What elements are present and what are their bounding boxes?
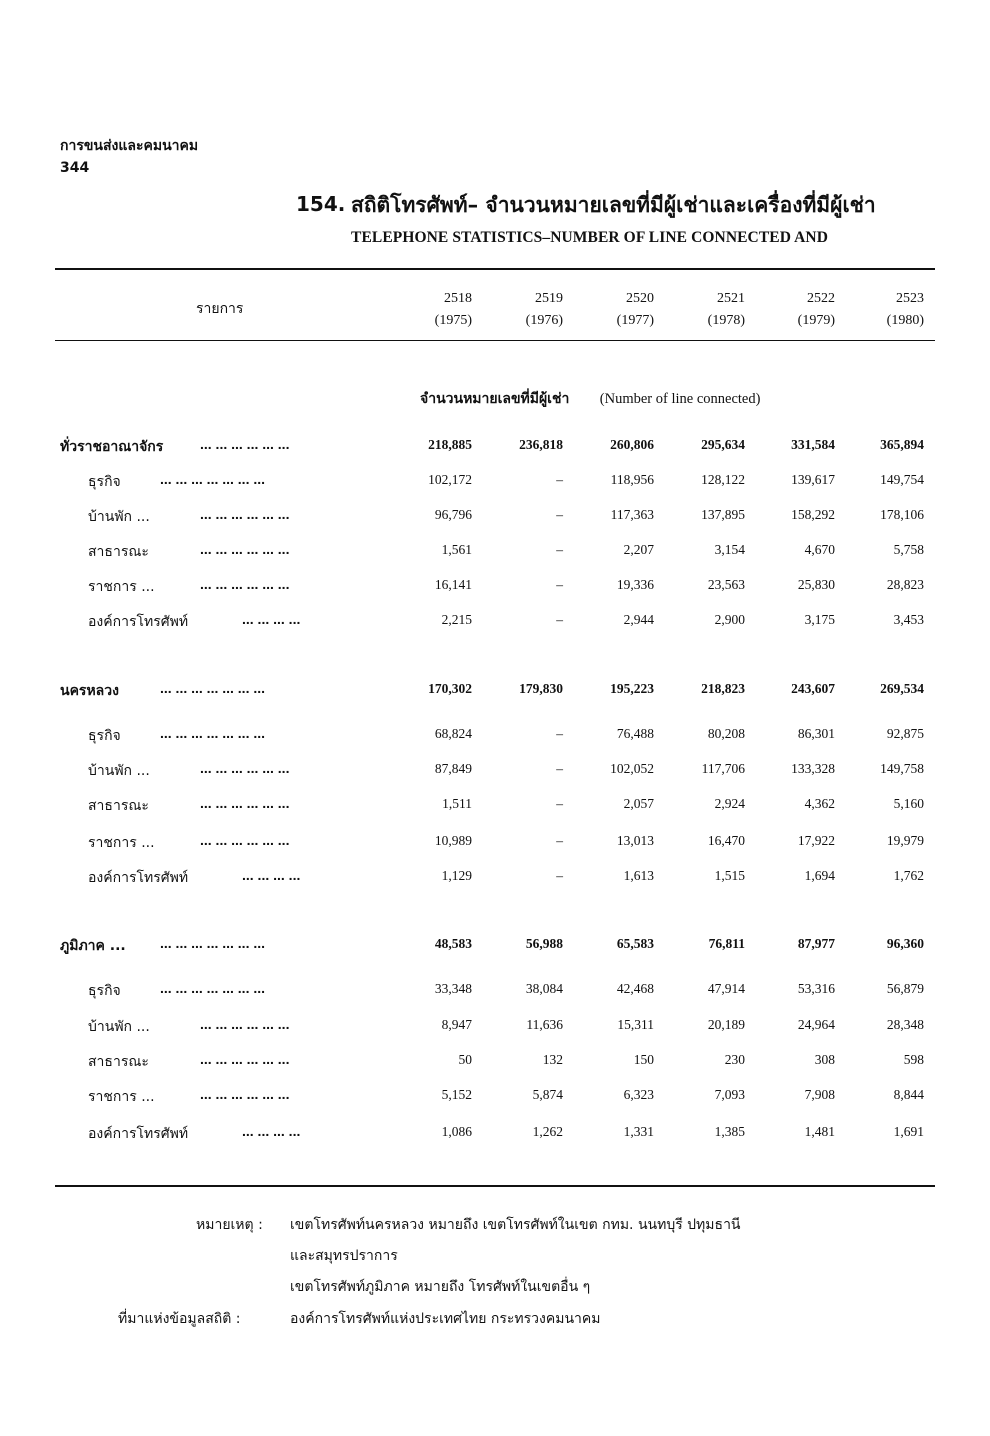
table-row xyxy=(0,1123,990,1147)
value-cell: 13,013 xyxy=(616,833,654,848)
table-row xyxy=(0,935,990,959)
table-row xyxy=(0,576,990,600)
value-cell: 24,964 xyxy=(797,1017,835,1032)
top-rule xyxy=(55,268,935,270)
value-cell: 42,468 xyxy=(616,981,654,996)
value-cell: 38,084 xyxy=(525,981,563,996)
table-row xyxy=(0,506,990,530)
value-cell: 5,160 xyxy=(893,796,924,811)
value-cell: 2,207 xyxy=(623,542,654,557)
year-header xyxy=(382,288,472,332)
value-cell: 56,879 xyxy=(886,981,924,996)
value-cell: – xyxy=(556,472,563,487)
year-ce: (1980) xyxy=(886,313,924,328)
value-cell: 23,563 xyxy=(707,577,745,592)
year-be: 2523 xyxy=(896,291,924,306)
year-be: 2518 xyxy=(444,291,472,306)
value-cell: 102,052 xyxy=(610,761,654,776)
leader-dots: ... ... ... ... ... ... xyxy=(200,436,290,452)
value-cell: – xyxy=(556,833,563,848)
value-cell: 365,894 xyxy=(880,437,924,452)
value-cell: 331,584 xyxy=(791,437,835,452)
value-cell: 87,849 xyxy=(434,761,472,776)
value-cell: 195,223 xyxy=(610,681,654,696)
leader-dots: ... ... ... ... ... ... xyxy=(200,832,290,848)
value-cell: 243,607 xyxy=(791,681,835,696)
value-cell: 3,453 xyxy=(893,612,924,627)
item-column-header: รายการ xyxy=(196,301,244,317)
header-rule xyxy=(55,340,935,341)
year-header xyxy=(834,288,924,332)
table-row xyxy=(0,980,990,1004)
value-cell: 65,583 xyxy=(616,936,654,951)
leader-dots: ... ... ... ... ... ... xyxy=(200,1086,290,1102)
value-cell: – xyxy=(556,577,563,592)
value-cell: – xyxy=(556,542,563,557)
value-cell: 3,175 xyxy=(804,612,835,627)
value-cell: 19,979 xyxy=(886,833,924,848)
value-cell: 28,348 xyxy=(886,1017,924,1032)
value-cell: 137,895 xyxy=(701,507,745,522)
section-title xyxy=(420,388,760,410)
leader-dots: ... ... ... ... xyxy=(242,1123,301,1139)
value-cell: 117,706 xyxy=(701,761,745,776)
leader-dots: ... ... ... ... xyxy=(242,611,301,627)
value-cell: 118,956 xyxy=(610,472,654,487)
row-label: บ้านพัก ... xyxy=(88,763,150,779)
year-be: 2519 xyxy=(535,291,563,306)
value-cell: 2,944 xyxy=(623,612,654,627)
leader-dots: ... ... ... ... ... ... xyxy=(200,795,290,811)
row-label: องค์การโทรศัพท์ xyxy=(88,1126,189,1142)
running-head: การขนส่งและคมนาคม xyxy=(60,138,199,154)
value-cell: 218,823 xyxy=(701,681,745,696)
value-cell: 132 xyxy=(542,1052,563,1067)
table-row xyxy=(0,760,990,784)
value-cell: 4,670 xyxy=(804,542,835,557)
table-row xyxy=(0,611,990,635)
value-cell: 1,762 xyxy=(893,868,924,883)
value-cell: 179,830 xyxy=(519,681,563,696)
year-ce: (1975) xyxy=(434,313,472,328)
value-cell: 178,106 xyxy=(880,507,924,522)
year-ce: (1976) xyxy=(525,313,563,328)
value-cell: 269,534 xyxy=(880,681,924,696)
row-label: ธุรกิจ xyxy=(88,474,121,490)
year-ce: (1978) xyxy=(707,313,745,328)
value-cell: 33,348 xyxy=(434,981,472,996)
table-row xyxy=(0,471,990,495)
value-cell: 96,360 xyxy=(886,936,924,951)
row-label: ภูมิภาค ... xyxy=(60,938,126,954)
value-cell: 2,924 xyxy=(714,796,745,811)
page-number: 344 xyxy=(60,160,90,176)
value-cell: 50 xyxy=(458,1052,472,1067)
value-cell: 260,806 xyxy=(610,437,654,452)
section-title-thai: จำนวนหมายเลขที่มีผู้เช่า xyxy=(420,391,570,407)
value-cell: 53,316 xyxy=(797,981,835,996)
year-header xyxy=(655,288,745,332)
value-cell: – xyxy=(556,612,563,627)
table-row xyxy=(0,725,990,749)
table-row xyxy=(0,1086,990,1110)
value-cell: – xyxy=(556,868,563,883)
row-label: ธุรกิจ xyxy=(88,728,121,744)
value-cell: 1,086 xyxy=(441,1124,472,1139)
row-label: นครหลวง xyxy=(60,683,119,699)
table-row xyxy=(0,436,990,460)
value-cell: 1,481 xyxy=(804,1124,835,1139)
value-cell: 19,336 xyxy=(616,577,654,592)
value-cell: 16,470 xyxy=(707,833,745,848)
value-cell: 1,262 xyxy=(532,1124,563,1139)
value-cell: 1,694 xyxy=(804,868,835,883)
row-label: ธุรกิจ xyxy=(88,983,121,999)
leader-dots: ... ... ... ... xyxy=(242,867,301,883)
note-line: เขตโทรศัพท์นครหลวง หมายถึง เขตโทรศัพท์ในเขต กทม. นนทบุรี ปทุมธานี xyxy=(290,1217,741,1233)
value-cell: 56,988 xyxy=(525,936,563,951)
value-cell: 149,758 xyxy=(880,761,924,776)
table-row xyxy=(0,1016,990,1040)
value-cell: 5,758 xyxy=(893,542,924,557)
leader-dots: ... ... ... ... ... ... ... xyxy=(160,725,266,741)
value-cell: 16,141 xyxy=(434,577,472,592)
row-label: บ้านพัก ... xyxy=(88,1019,150,1035)
value-cell: 87,977 xyxy=(797,936,835,951)
year-be: 2522 xyxy=(807,291,835,306)
value-cell: 149,754 xyxy=(880,472,924,487)
source-text: องค์การโทรศัพท์แห่งประเทศไทย กระทรวงคมนาคม xyxy=(290,1311,601,1327)
value-cell: 133,328 xyxy=(791,761,835,776)
bottom-rule xyxy=(55,1185,935,1187)
value-cell: 128,122 xyxy=(701,472,745,487)
value-cell: 308 xyxy=(814,1052,835,1067)
table-row xyxy=(0,541,990,565)
source-label: ที่มาแห่งข้อมูลสถิติ : xyxy=(118,1311,241,1327)
note-line: เขตโทรศัพท์ภูมิภาค หมายถึง โทรศัพท์ในเขตอื่น ๆ xyxy=(290,1279,591,1295)
value-cell: 295,634 xyxy=(701,437,745,452)
value-cell: 7,093 xyxy=(714,1087,745,1102)
value-cell: 17,922 xyxy=(797,833,835,848)
row-label: องค์การโทรศัพท์ xyxy=(88,614,189,630)
row-label: ทั่วราชอาณาจักร xyxy=(60,439,164,455)
year-header xyxy=(564,288,654,332)
value-cell: 150 xyxy=(633,1052,654,1067)
table-row xyxy=(0,680,990,704)
value-cell: 2,900 xyxy=(714,612,745,627)
value-cell: 11,636 xyxy=(526,1017,563,1032)
value-cell: 117,363 xyxy=(610,507,654,522)
value-cell: 2,215 xyxy=(441,612,472,627)
table-title-thai: สถิติโทรศัพท์– จำนวนหมายเลขที่มีผู้เช่าและเครื่องที่มีผู้เช่า xyxy=(351,193,876,217)
leader-dots: ... ... ... ... ... ... xyxy=(200,760,290,776)
value-cell: 218,885 xyxy=(428,437,472,452)
value-cell: 1,561 xyxy=(441,542,472,557)
year-ce: (1977) xyxy=(616,313,654,328)
year-be: 2521 xyxy=(717,291,745,306)
value-cell: 2,057 xyxy=(623,796,654,811)
value-cell: 236,818 xyxy=(519,437,563,452)
leader-dots: ... ... ... ... ... ... ... xyxy=(160,935,266,951)
value-cell: 1,511 xyxy=(442,796,472,811)
section-title-english: (Number of line connected) xyxy=(599,391,761,407)
row-label: สาธารณะ xyxy=(88,798,149,814)
year-header xyxy=(473,288,563,332)
value-cell: 3,154 xyxy=(714,542,745,557)
leader-dots: ... ... ... ... ... ... ... xyxy=(160,980,266,996)
note-line: และสมุทรปราการ xyxy=(290,1248,398,1264)
value-cell: 7,908 xyxy=(804,1087,835,1102)
value-cell: 10,989 xyxy=(434,833,472,848)
table-row xyxy=(0,867,990,891)
row-label: ราชการ ... xyxy=(88,579,155,595)
value-cell: 76,488 xyxy=(616,726,654,741)
table-row xyxy=(0,832,990,856)
note-label: หมายเหตุ : xyxy=(196,1217,263,1233)
value-cell: 76,811 xyxy=(708,936,745,951)
row-label: ราชการ ... xyxy=(88,835,155,851)
leader-dots: ... ... ... ... ... ... xyxy=(200,1016,290,1032)
year-ce: (1979) xyxy=(797,313,835,328)
value-cell: 68,824 xyxy=(434,726,472,741)
leader-dots: ... ... ... ... ... ... xyxy=(200,576,290,592)
year-be: 2520 xyxy=(626,291,654,306)
value-cell: 1,691 xyxy=(893,1124,924,1139)
value-cell: 170,302 xyxy=(428,681,472,696)
value-cell: 92,875 xyxy=(886,726,924,741)
leader-dots: ... ... ... ... ... ... xyxy=(200,1051,290,1067)
value-cell: 6,323 xyxy=(623,1087,654,1102)
row-label: สาธารณะ xyxy=(88,544,149,560)
value-cell: 5,874 xyxy=(532,1087,563,1102)
year-header xyxy=(745,288,835,332)
row-label: ราชการ ... xyxy=(88,1089,155,1105)
value-cell: 102,172 xyxy=(428,472,472,487)
leader-dots: ... ... ... ... ... ... xyxy=(200,506,290,522)
table-title-english: TELEPHONE STATISTICS–NUMBER OF LINE CONNECTED AND xyxy=(351,229,829,246)
value-cell: 1,515 xyxy=(714,868,745,883)
value-cell: 158,292 xyxy=(791,507,835,522)
value-cell: 25,830 xyxy=(797,577,835,592)
value-cell: 8,947 xyxy=(441,1017,472,1032)
leader-dots: ... ... ... ... ... ... ... xyxy=(160,680,266,696)
value-cell: 230 xyxy=(724,1052,745,1067)
value-cell: 139,617 xyxy=(791,472,835,487)
value-cell: 96,796 xyxy=(434,507,472,522)
value-cell: 1,331 xyxy=(623,1124,654,1139)
leader-dots: ... ... ... ... ... ... xyxy=(200,541,290,557)
value-cell: 20,189 xyxy=(707,1017,745,1032)
value-cell: 598 xyxy=(903,1052,924,1067)
row-label: บ้านพัก ... xyxy=(88,509,150,525)
value-cell: – xyxy=(556,507,563,522)
leader-dots: ... ... ... ... ... ... ... xyxy=(160,471,266,487)
value-cell: 5,152 xyxy=(441,1087,472,1102)
value-cell: 8,844 xyxy=(893,1087,924,1102)
row-label: สาธารณะ xyxy=(88,1054,149,1070)
value-cell: 47,914 xyxy=(707,981,745,996)
value-cell: 80,208 xyxy=(707,726,745,741)
value-cell: 15,311 xyxy=(617,1017,654,1032)
table-row xyxy=(0,1051,990,1075)
table-row xyxy=(0,795,990,819)
value-cell: 1,385 xyxy=(714,1124,745,1139)
value-cell: 28,823 xyxy=(886,577,924,592)
row-label: องค์การโทรศัพท์ xyxy=(88,870,189,886)
value-cell: 1,129 xyxy=(441,868,472,883)
value-cell: 4,362 xyxy=(804,796,835,811)
value-cell: 1,613 xyxy=(623,868,654,883)
value-cell: – xyxy=(556,726,563,741)
table-number: 154. xyxy=(296,192,346,216)
value-cell: – xyxy=(556,761,563,776)
value-cell: 48,583 xyxy=(434,936,472,951)
value-cell: – xyxy=(556,796,563,811)
value-cell: 86,301 xyxy=(797,726,835,741)
